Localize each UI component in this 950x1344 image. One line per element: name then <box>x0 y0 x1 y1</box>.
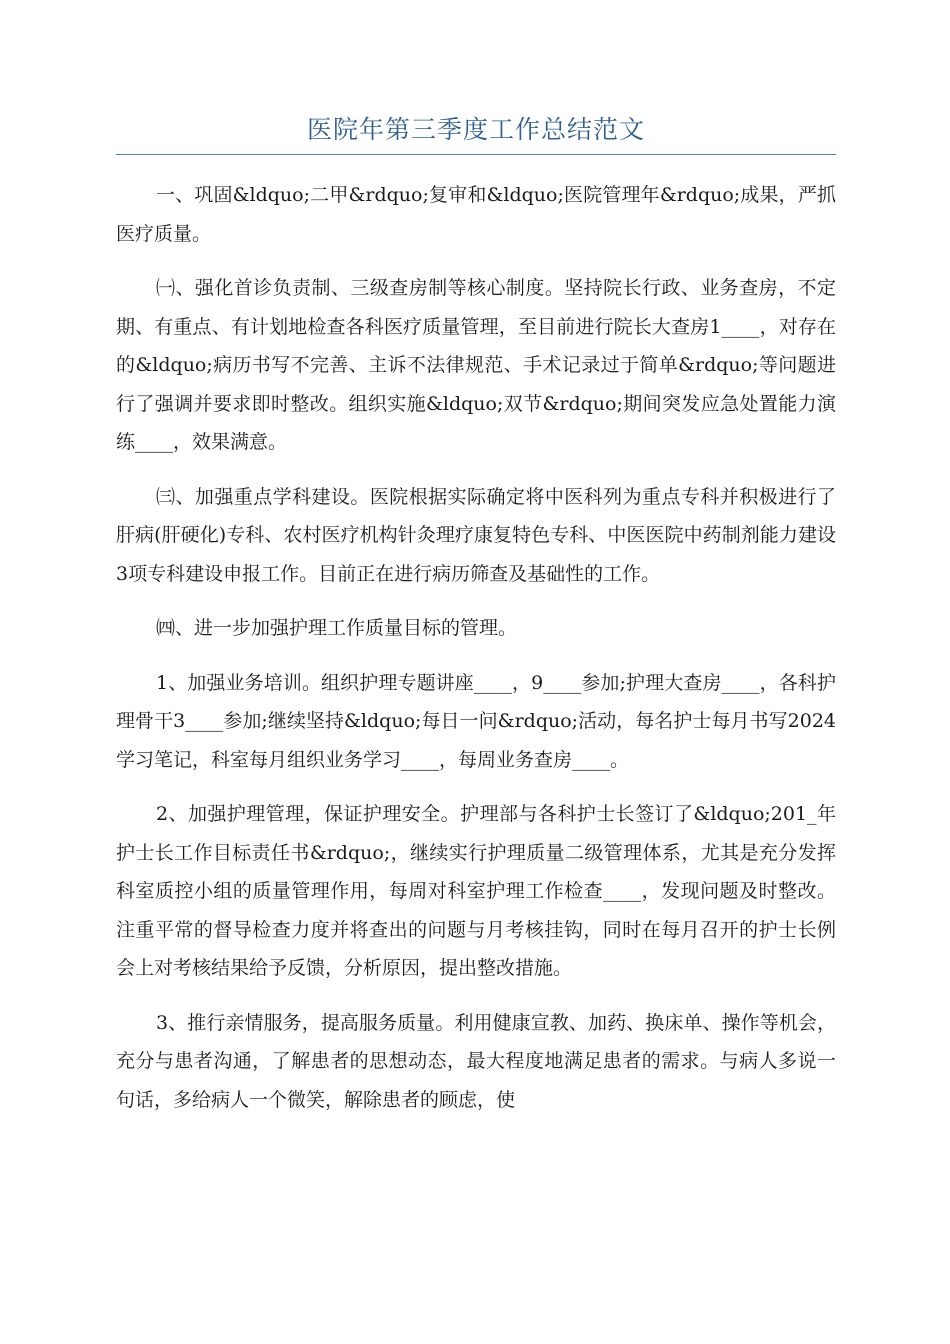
paragraph-2: ㈠、强化首诊负责制、三级查房制等核心制度。坚持院长行政、业务查房，不定期、有重点、有计划地检查各科医疗质量管理，至目前进行院长大查房1____，对存在的&ldquo;病历书写不完善、主诉不法律规范、手术记录过于简单&rdquo;等问题进行了强调并要求即时整改。组织实施&ldquo;双节&rdquo;期间突发应急处置能力演练____，效果满意。 <box>116 277 836 453</box>
paragraph-1: 一、巩固&ldquo;二甲&rdquo;复审和&ldquo;医院管理年&rdquo;成果，严抓医疗质量。 <box>116 184 836 245</box>
title-underline <box>116 154 836 155</box>
paragraph-3: ㈢、加强重点学科建设。医院根据实际确定将中医科列为重点专科并积极进行了肝病(肝硬化)专科、农村医疗机构针灸理疗康复特色专科、中医医院中药制剂能力建设3项专科建设申报工作。目前正在进行病历筛查及基础性的工作。 <box>116 485 836 585</box>
document-body <box>116 176 836 1135</box>
paragraph-7: 3、推行亲情服务，提高服务质量。利用健康宣教、加药、换床单、操作等机会，充分与患者沟通，了解患者的思想动态，最大程度地满足患者的需求。与病人多说一句话，多给病人一个微笑，解除患者的顾虑，使 <box>116 1011 836 1111</box>
paragraph-4: ㈣、进一步加强护理工作质量目标的管理。 <box>156 617 518 639</box>
paragraph-5: 1、加强业务培训。组织护理专题讲座____，9____参加;护理大查房____，各科护理骨干3____参加;继续坚持&ldquo;每日一问&rdquo;活动，每名护士每月书写2024学习笔记，科室每月组织业务学习____，每周业务查房____。 <box>116 671 836 771</box>
paragraph-6: 2、加强护理管理，保证护理安全。护理部与各科护士长签订了&ldquo;201_年护士长工作目标责任书&rdquo;，继续实行护理质量二级管理体系，尤其是充分发挥科室质控小组的质量管理作用，每周对科室护理工作检查____，发现问题及时整改。注重平常的督导检查力度并将查出的问题与月考核挂钩，同时在每月召开的护士长例会上对考核结果给予反馈，分析原因，提出整改措施。 <box>116 803 836 979</box>
document-title: 医院年第三季度工作总结范文 <box>306 115 645 144</box>
